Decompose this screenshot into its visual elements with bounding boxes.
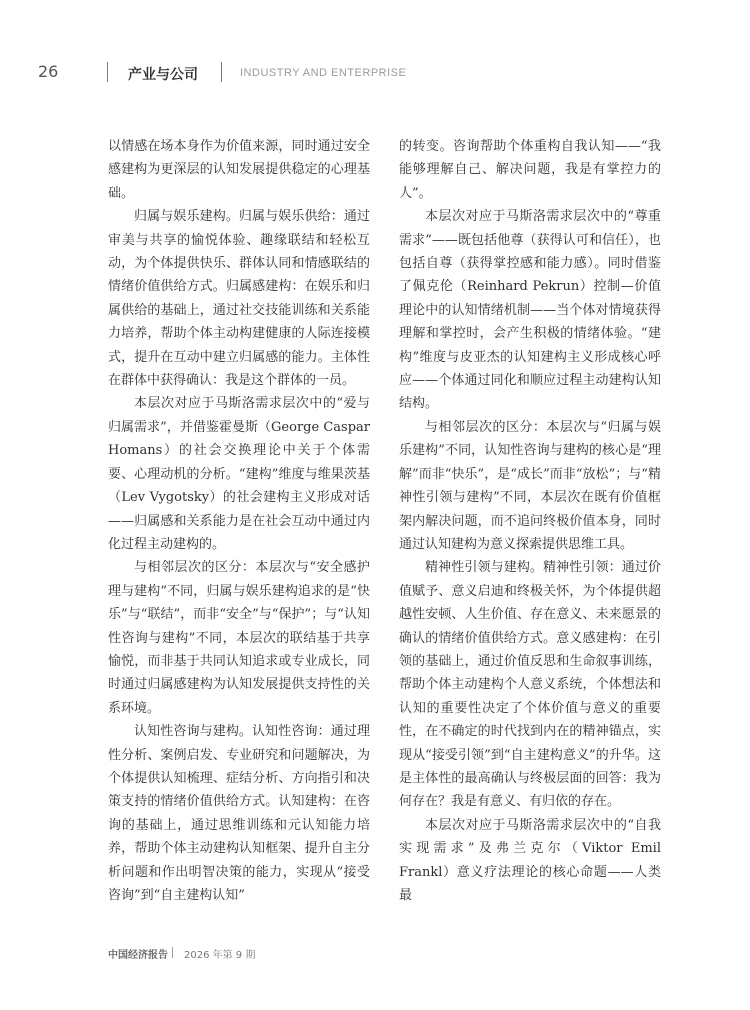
paragraph: 以情感在场本身作为价值来源，同时通过安全感建构为更深层的认知发展提供稳定的心理基础。 xyxy=(108,139,370,201)
section-subtitle: INDUSTRY AND ENTERPRISE xyxy=(240,67,407,79)
paragraph: 与相邻层次的区分：本层次与“安全感护理与建构”不同，归属与娱乐建构追求的是“快乐”与“联结”，而非“安全”与“保护”；与“认知性咨询与建构”不同，本层次的联结基于共享愉悦，而非基于共同认知追求或专业成长，同时通过归属感建构为认知发展提供支持性的关系环境。 xyxy=(108,560,370,716)
paragraph: 与相邻层次的区分：本层次与“归属与娱乐建构”不同，认知性咨询与建构的核心是“理解”而非“快乐”，是“成长”而非“放松”；与“精神性引领与建构”不同，本层次在既有价值框架内解决问题，而不追问终极价值本身，同时通过认知建构为意义探索提供思维工具。 xyxy=(399,419,661,552)
paragraph: 精神性引领与建构。精神性引领：通过价值赋予、意义启迪和终极关怀，为个体提供超越性安顿、人生价值、存在意义、未来愿景的确认的情绪价值供给方式。意义感建构：在引领的基础上，通过价值反思和生命叙事训练，帮助个体主动建构个人意义系统，个体想法和认知的重要性决定了个体价值与意义的重要性，在不确定的时代找到内在的精神锚点，实现从“接受引领”到“自主建构意义”的升华。这是主体性的最高确认与终极层面的回答：我为何存在？我是有意义、有归依的存在。 xyxy=(399,560,661,810)
paragraph: 认知性咨询与建构。认知性咨询：通过理性分析、案例启发、专业研究和问题解决，为个体提供认知梳理、症结分析、方向指引和决策支持的情绪价值供给方式。认知建构：在咨询的基础上，通过思维训练和元认知能力培养，帮助个体主动建构认知框架、提升自主分析问题和作出明智决策的能力，实现从“接受咨询”到“自主建构认知” xyxy=(108,724,370,903)
left-column xyxy=(108,135,370,907)
paragraph: 本层次对应于马斯洛需求层次中的“尊重需求”——既包括他尊（获得认可和信任），也包括自尊（获得掌控感和能力感）。同时借鉴了佩克伦（Reinhard Pekrun）控制—价值理论中的认知情绪机制——当个体对情境获得理解和掌控时，会产生积极的情绪体验。“建构”维度与皮亚杰的认知建构主义形成核心呼应——个体通过同化和顺应过程主动建构认知结构。 xyxy=(399,209,661,412)
footer-divider xyxy=(172,947,173,958)
section-title: 产业与公司 xyxy=(128,67,198,83)
paragraph: 归属与娱乐建构。归属与娱乐供给：通过审美与共享的愉悦体验、趣缘联结和轻松互动，为个体提供快乐、群体认同和情感联结的情绪价值供给方式。归属感建构：在娱乐和归属供给的基础上，通过社交技能训练和关系能力培养，帮助个体主动构建健康的人际连接模式，提升在互动中建立归属感的能力。主体性在群体中获得确认：我是这个群体的一员。 xyxy=(108,209,370,389)
right-column xyxy=(399,135,661,907)
publication-name: 中国经济报告 xyxy=(108,950,168,961)
paragraph: 本层次对应于马斯洛需求层次中的“爱与归属需求”，并借鉴霍曼斯（George Caspar Homans）的社会交换理论中关于个体需要、心理动机的分析。“建构”维度与维果茨基（Lev Vygotsky）的社会建构主义形成对话——归属感和关系能力是在社会互动中通过内化过程主动建构的。 xyxy=(108,396,370,552)
page-header xyxy=(0,0,750,100)
paragraph: 的转变。咨询帮助个体重构自我认知——“我能够理解自己、解决问题，我是有掌控力的人”。 xyxy=(399,139,661,201)
page-number: 26 xyxy=(38,62,59,81)
issue-number: 2026 年第 9 期 xyxy=(184,950,256,961)
header-divider xyxy=(107,62,108,82)
paragraph: 本层次对应于马斯洛需求层次中的“自我实现需求”及弗兰克尔（Viktor Emil Frankl）意义疗法理论的核心命题——人类最 xyxy=(399,817,661,903)
header-divider xyxy=(221,62,222,82)
